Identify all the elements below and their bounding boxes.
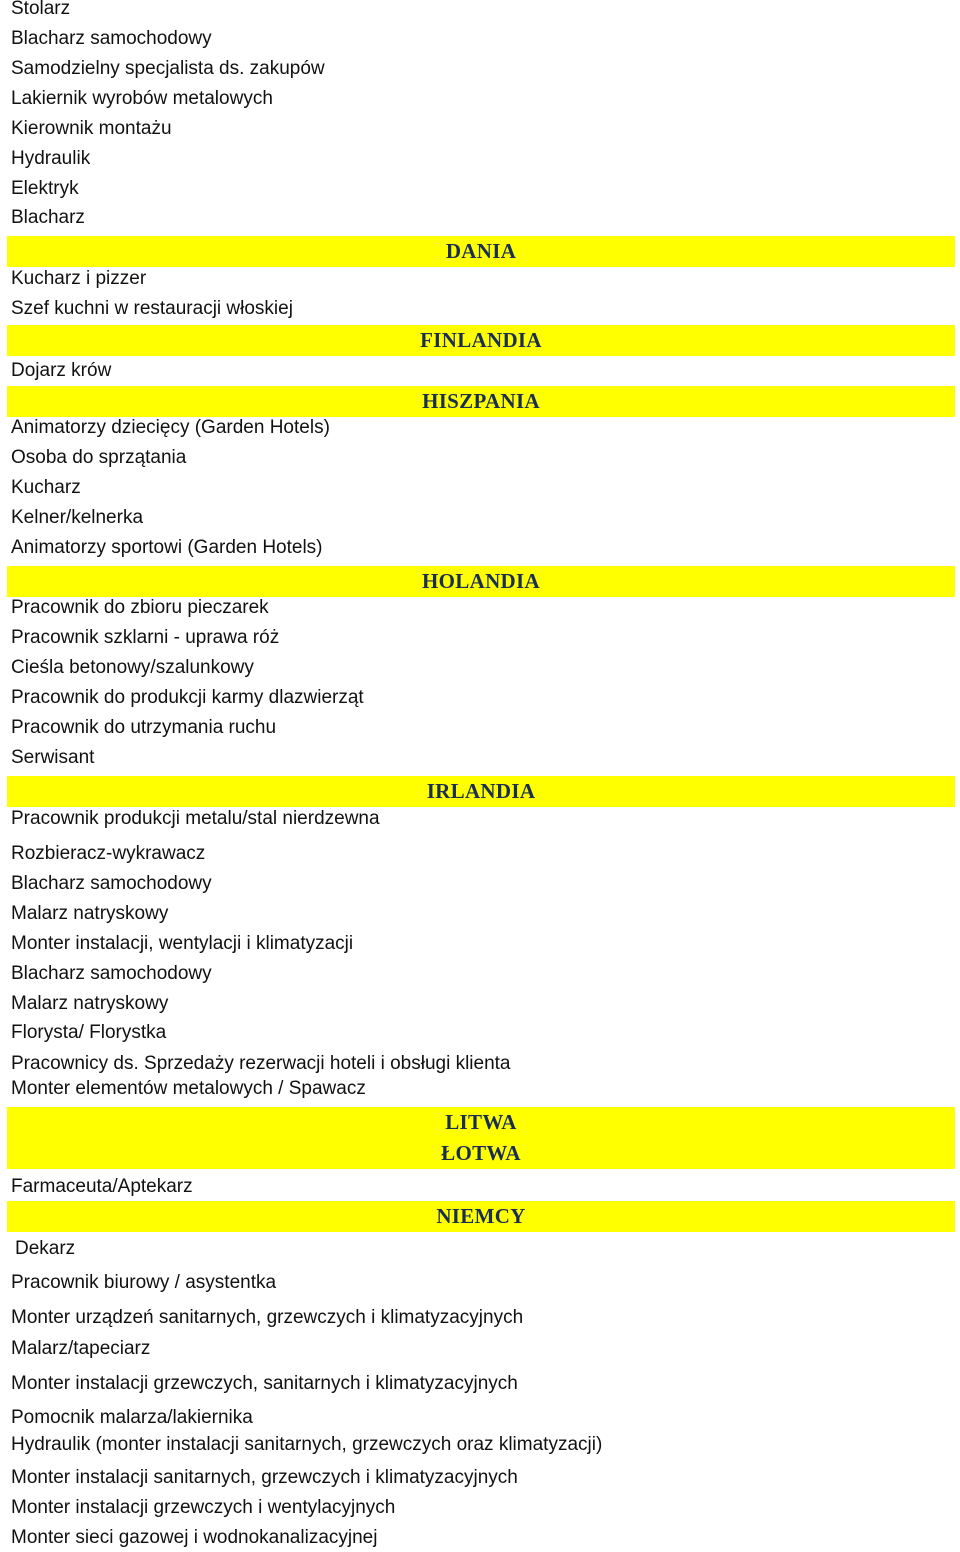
job-line: Blacharz samochodowy bbox=[11, 963, 212, 984]
job-line: Pracownik do produkcji karmy dlazwierząt bbox=[11, 687, 364, 708]
job-line: Farmaceuta/Aptekarz bbox=[11, 1176, 193, 1197]
job-line: Pracownik biurowy / asystentka bbox=[11, 1272, 277, 1293]
job-line: Samodzielny specjalista ds. zakupów bbox=[11, 58, 325, 79]
job-line: Malarz natryskowy bbox=[11, 903, 169, 924]
job-line: Monter urządzeń sanitarnych, grzewczych i klimatyzacyjnych bbox=[11, 1307, 524, 1328]
job-line: Hydraulik bbox=[11, 148, 91, 169]
country-label: IRLANDIA bbox=[426, 779, 536, 803]
job-line: Florysta/ Florystka bbox=[11, 1022, 167, 1043]
job-line: Pracownicy ds. Sprzedaży rezerwacji hoteli i obsługi klienta bbox=[11, 1053, 511, 1074]
job-line: Pracownik do utrzymania ruchu bbox=[11, 717, 277, 738]
job-line: Monter instalacji, wentylacji i klimatyzacji bbox=[11, 933, 354, 954]
job-line: Monter instalacji grzewczych i wentylacyjnych bbox=[11, 1497, 396, 1518]
job-line: Rozbieracz-wykrawacz bbox=[11, 843, 206, 864]
job-line: Serwisant bbox=[11, 747, 95, 768]
job-line: Elektryk bbox=[11, 178, 79, 199]
country-heading-niemcy bbox=[7, 1201, 955, 1232]
country-heading-lotwa bbox=[7, 1138, 955, 1169]
job-line: Monter instalacji sanitarnych, grzewczych i klimatyzacyjnych bbox=[11, 1467, 518, 1488]
job-line: Monter instalacji grzewczych, sanitarnych i klimatyzacyjnych bbox=[11, 1373, 518, 1394]
job-line: Lakiernik wyrobów metalowych bbox=[11, 88, 273, 109]
country-heading-finlandia bbox=[7, 325, 955, 356]
job-line: Kierownik montażu bbox=[11, 118, 172, 139]
country-heading-litwa bbox=[7, 1107, 955, 1138]
job-line: Szef kuchni w restauracji włoskiej bbox=[11, 298, 293, 319]
country-label: DANIA bbox=[445, 239, 517, 263]
country-label: LITWA bbox=[445, 1110, 517, 1134]
job-line: Animatorzy sportowi (Garden Hotels) bbox=[11, 537, 323, 558]
country-heading-dania bbox=[7, 236, 955, 267]
country-label: HISZPANIA bbox=[422, 389, 540, 413]
job-line: Kucharz bbox=[11, 477, 81, 498]
job-line: Dojarz krów bbox=[11, 360, 112, 381]
job-line: Kelner/kelnerka bbox=[11, 507, 144, 528]
job-line: Hydraulik (monter instalacji sanitarnych, grzewczych oraz klimatyzacji) bbox=[11, 1434, 603, 1455]
job-line: Pracownik do zbioru pieczarek bbox=[11, 597, 269, 618]
job-line: Animatorzy dziecięcy (Garden Hotels) bbox=[11, 417, 330, 438]
job-line: Malarz natryskowy bbox=[11, 993, 169, 1014]
job-line: Cieśla betonowy/szalunkowy bbox=[11, 657, 254, 678]
country-label: NIEMCY bbox=[436, 1204, 526, 1228]
country-heading-holandia bbox=[7, 566, 955, 597]
job-line: Pracownik szklarni - uprawa róż bbox=[11, 627, 280, 648]
country-label: FINLANDIA bbox=[420, 328, 542, 352]
job-line: Blacharz samochodowy bbox=[11, 873, 212, 894]
country-heading-hiszpania bbox=[7, 386, 955, 417]
job-line: Blacharz samochodowy bbox=[11, 28, 212, 49]
country-label: HOLANDIA bbox=[422, 569, 540, 593]
job-line: Kucharz i pizzer bbox=[11, 268, 147, 289]
country-label: ŁOTWA bbox=[441, 1141, 521, 1165]
country-heading-irlandia bbox=[7, 776, 955, 807]
job-line: Monter sieci gazowej i wodnokanalizacyjnej bbox=[11, 1527, 378, 1548]
job-line: Pomocnik malarza/lakiernika bbox=[11, 1407, 253, 1428]
job-line: Osoba do sprzątania bbox=[11, 447, 187, 468]
job-line: Blacharz bbox=[11, 207, 85, 228]
job-line: Stolarz bbox=[11, 0, 71, 19]
job-line: Monter elementów metalowych / Spawacz bbox=[11, 1078, 366, 1099]
job-line: Pracownik produkcji metalu/stal nierdzewna bbox=[11, 808, 380, 829]
job-line: Dekarz bbox=[15, 1238, 76, 1259]
job-line: Malarz/tapeciarz bbox=[11, 1338, 151, 1359]
